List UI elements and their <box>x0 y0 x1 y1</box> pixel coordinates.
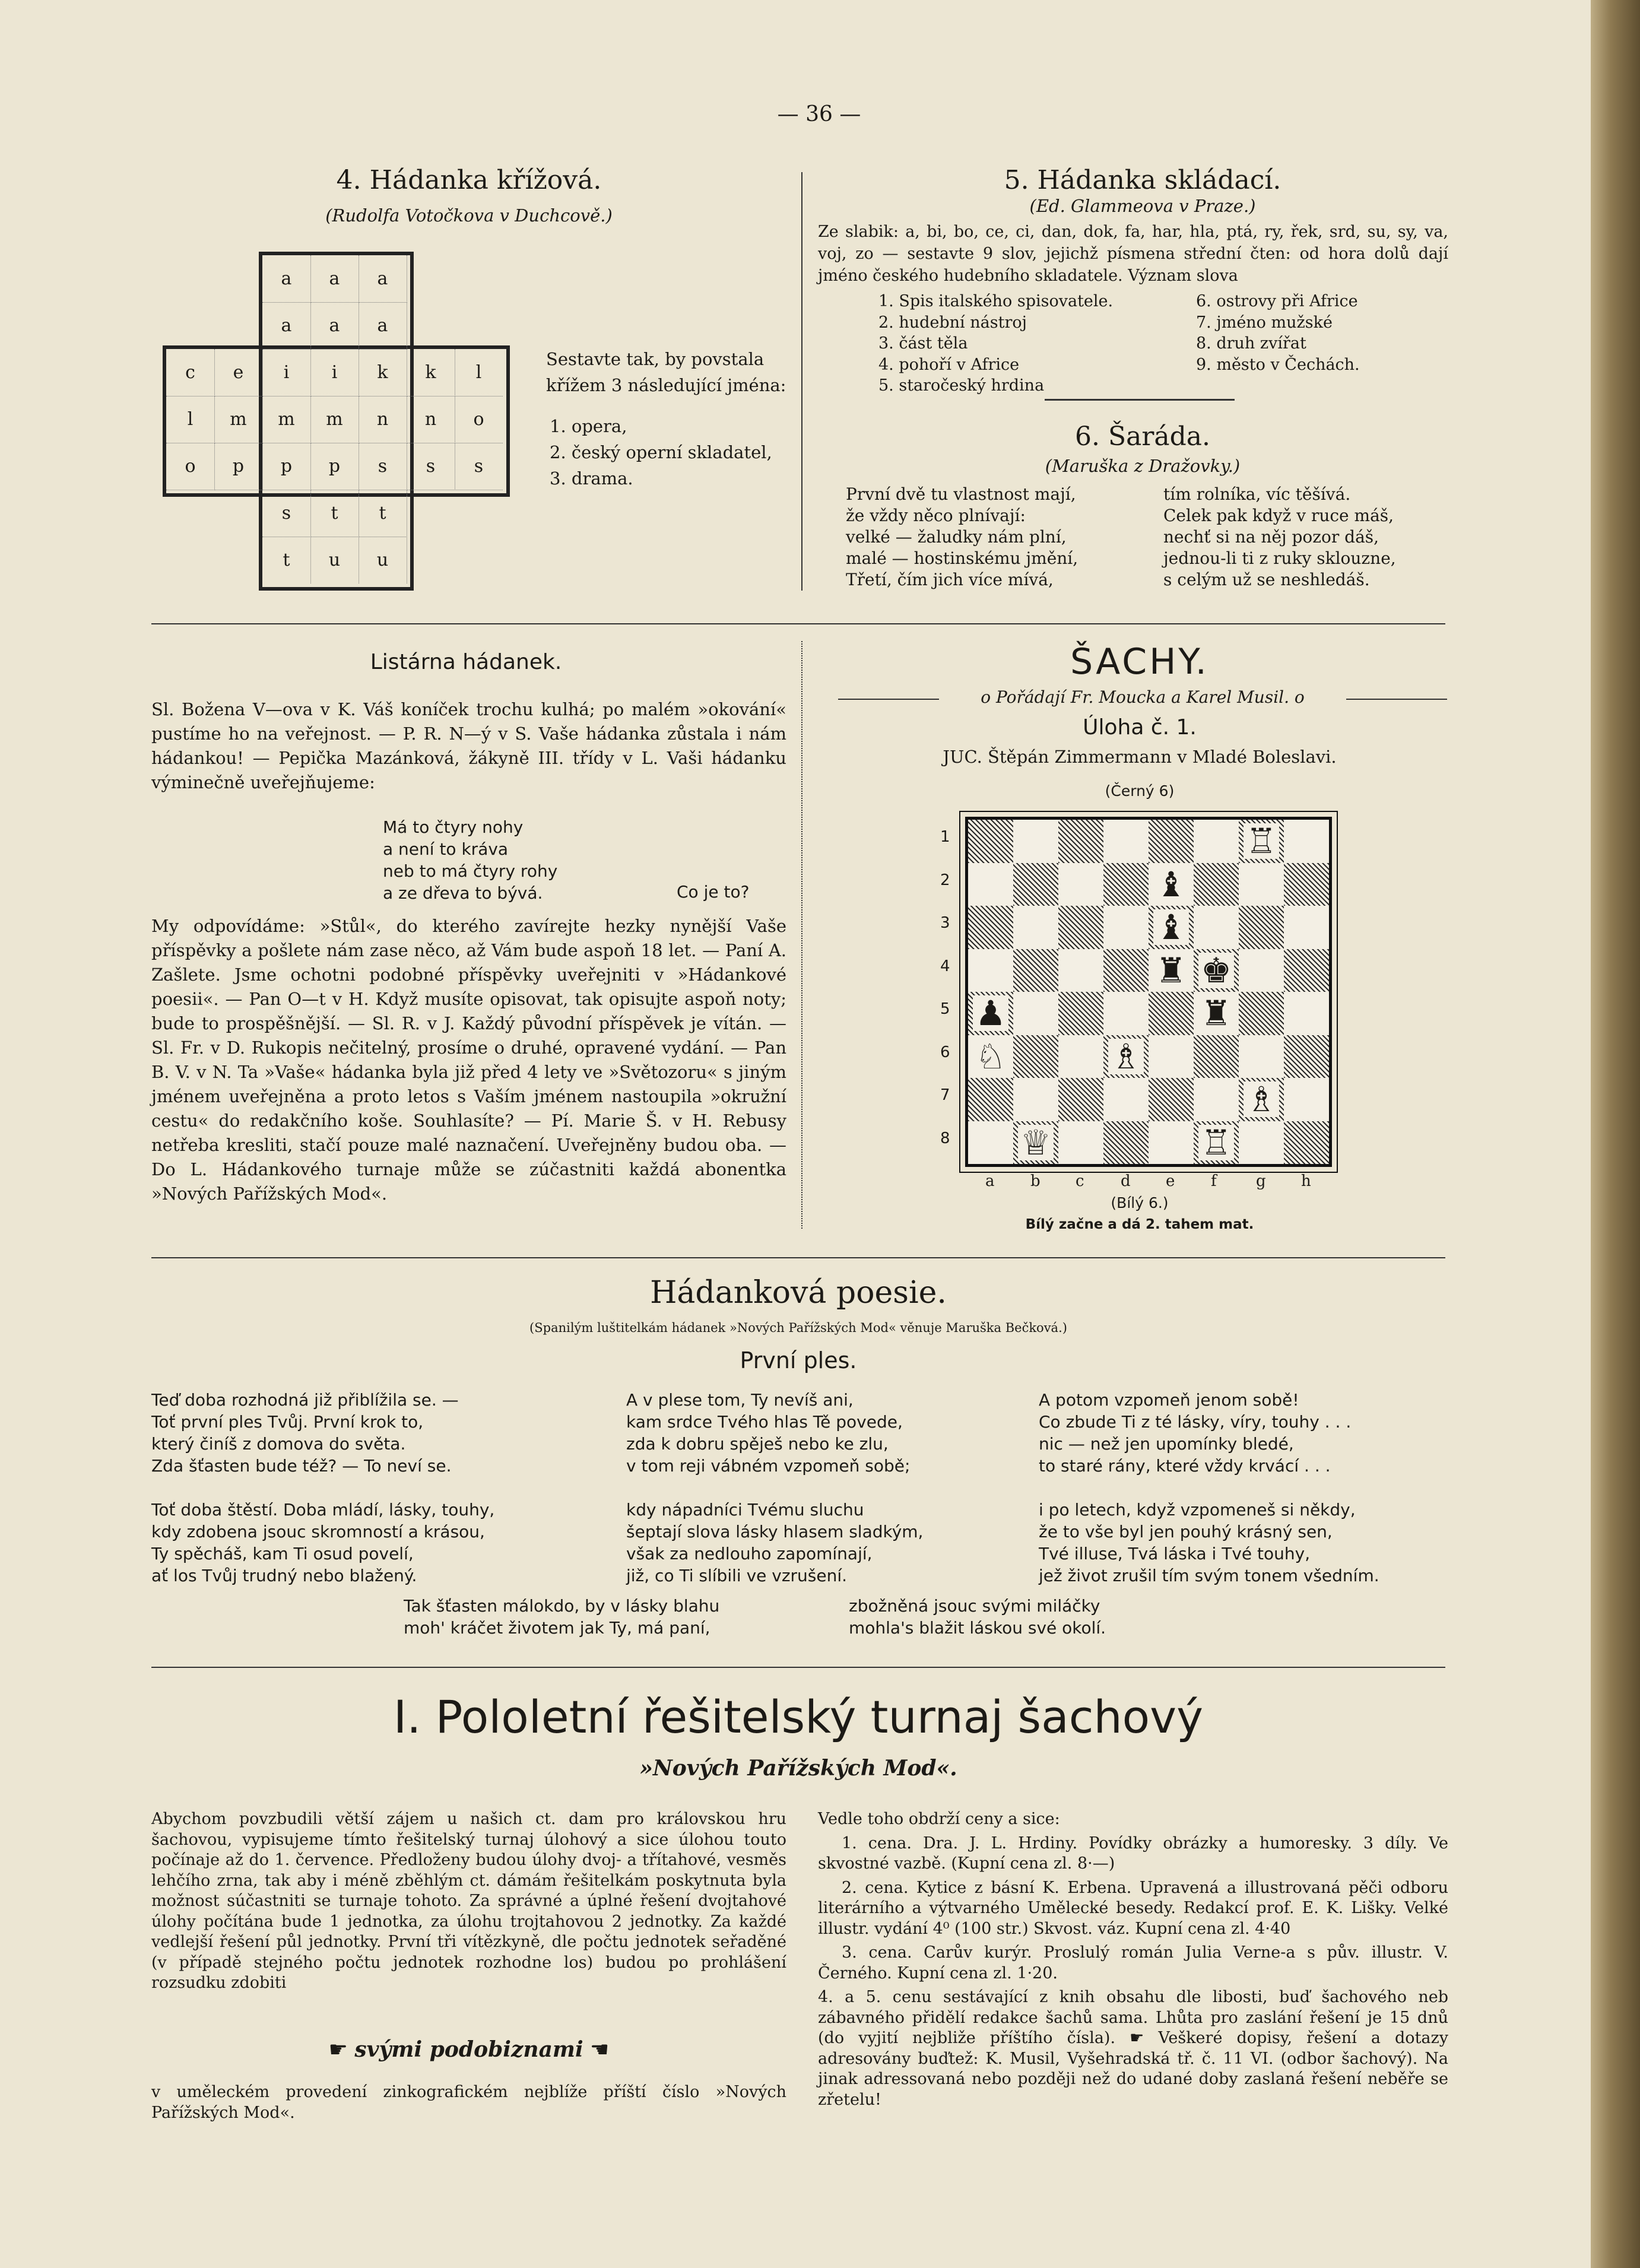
verse-line: Tak šťasten málokdo, by v lásky blahu <box>404 1596 720 1616</box>
board-square <box>1239 1035 1284 1079</box>
verse-line: A potom vzpomeň jenom sobě! <box>1039 1390 1299 1410</box>
verse-line: kdy zdobena jsouc skromností a krásou, <box>151 1522 485 1541</box>
cross-letter: t <box>359 490 407 537</box>
board-square <box>1194 820 1239 863</box>
cross-puzzle-author: (Rudolfa Votočkova v Duchcově.) <box>325 205 613 226</box>
cross-letter: u <box>359 537 407 583</box>
cross-letter: m <box>262 396 311 443</box>
mailbox-title: Listárna hádanek. <box>370 650 562 674</box>
board-square <box>1284 863 1329 906</box>
board-square <box>1149 1121 1194 1165</box>
verse-line: nic — než jen upomínky bledé, <box>1039 1434 1294 1454</box>
verse-line: zbožněná jsouc svými miláčky <box>849 1596 1100 1616</box>
verse-line: to staré rány, které vždy krvácí . . . <box>1039 1456 1331 1476</box>
rank-label: 1 <box>940 828 950 846</box>
board-square <box>1013 992 1058 1035</box>
cross-letter: u <box>310 537 359 583</box>
cross-letter: k <box>407 349 455 396</box>
verse-line: jednou-li ti z ruky sklouzne, <box>1163 548 1396 568</box>
verse-line: malé — hostinskému jmění, <box>846 548 1078 568</box>
list-item: 1. opera, <box>550 416 627 436</box>
board-square <box>1013 863 1058 906</box>
verse-line: a ze dřeva to bývá. <box>383 883 543 903</box>
board-square <box>1058 906 1103 949</box>
poem-column-2 <box>626 1389 923 1587</box>
prize-1: 1. cena. Dra. J. L. Hrdiny. Povídky obrázky a humoresky. 3 díly. Ve skvostné vazbě. (Kupní cena zl. 8·—) <box>818 1834 1448 1873</box>
verse-line: šeptají slova lásky hlasem sladkým, <box>626 1522 924 1541</box>
file-label: d <box>1121 1172 1131 1190</box>
board-square <box>1239 1121 1284 1165</box>
cross-letter: s <box>407 443 455 490</box>
verse-line: Teď doba rozhodná již přiblížila se. — <box>151 1390 459 1410</box>
mailbox-para1: Sl. Božena V—ova v K. Váš koníček trochu kulhá; po malém »okování« pustíme ho na veřejnost. — P. R. N—ý v S. Vaše hádanka zůstala i nám hádankou! — Pepička Mazánková, žákyně III. třídy v L. Vaši hádanku výminečně uveřejňujeme: <box>151 699 786 792</box>
file-label: h <box>1301 1172 1311 1190</box>
board-square <box>1058 1078 1103 1121</box>
poetry-dedication: (Spanilým luštitelkám hádanek »Nových Pařížských Mod« věnuje Maruška Bečková.) <box>529 1321 1067 1335</box>
tournament-left-end: v uměleckém provedení zinkografickém nejblíže příští číslo »Nových Pařížských Mod«. <box>151 2083 786 2122</box>
section-rule <box>151 1257 1445 1258</box>
board-square <box>1239 906 1284 949</box>
verse-line: i po letech, když vzpomeneš si někdy, <box>1039 1500 1356 1520</box>
verse-line: Celek pak když v ruce máš, <box>1163 506 1394 525</box>
verse-line: zda k dobru spěješ nebo ke zlu, <box>626 1434 889 1454</box>
cross-letter: o <box>455 396 503 443</box>
cross-letter: m <box>310 396 359 443</box>
black-pawn-piece: ♟ <box>968 992 1013 1035</box>
verse-line: Co zbude Ti z té lásky, víry, touhy . . . <box>1039 1412 1352 1432</box>
poem-final-right <box>849 1595 1106 1639</box>
cross-letter: t <box>262 537 311 583</box>
black-rook-piece: ♜ <box>1194 992 1239 1035</box>
list-item: 6. ostrovy při Africe <box>1196 292 1358 310</box>
board-square <box>1058 820 1103 863</box>
cross-letter: l <box>455 349 503 396</box>
verse-line: jež život zrušil tím svým tonem všedním. <box>1039 1566 1379 1585</box>
board-square <box>1149 1078 1194 1121</box>
prize-3: 3. cena. Carův kurýr. Proslulý román Julia Verne-a s pův. illustr. V. Černého. Kupní cena zl. 1·20. <box>818 1943 1448 1982</box>
verse-line: a není to kráva <box>383 839 509 859</box>
board-square <box>1239 863 1284 906</box>
chess-composer: JUC. Štěpán Zimmermann v Mladé Boleslavi. <box>943 747 1337 767</box>
tournament-left-text: Abychom povzbudili větší zájem u našich ct. dam pro královskou hru šachovou, vypisujeme tímto řešitelský turnaj úlohový a sice úlohou touto počínaje až do 1. července. Předloženy budou úlohy dvoj- a třítahové, vesměs lehčího zrna, tak aby i méně zběhlým ct. dámám řešitelkám poskytnuta byla možnost súčastniti se turnaje tohoto. Za správné a úplné řešení dvojtahové úlohy počítána bude 1 jednotka, za úlohu trojtahovou 2 jednotky. Za každé vedlejší řešení půl jednotky. První tři vítězkyně, dle počtu jednotek seřaděné (v případě stejného počtu jednotek rozhodne los) budou po prohlášení rozsudku zdobiti <box>151 1810 786 1992</box>
composition-list-left <box>878 291 1113 396</box>
rule <box>1346 699 1447 700</box>
composition-puzzle-author: (Ed. Glammeova v Praze.) <box>1029 196 1256 216</box>
cross-puzzle-instruction: Sestavte tak, by povstala křížem 3 následující jména: <box>546 349 786 395</box>
board-square <box>1149 1035 1194 1079</box>
stanza-gap <box>626 1477 923 1499</box>
file-label: a <box>985 1172 995 1190</box>
white-rook-piece: ♖ <box>1194 1121 1239 1165</box>
verse-line: mohla's blažit láskou své okolí. <box>849 1618 1106 1638</box>
board-square <box>968 1121 1013 1165</box>
board-square <box>1058 949 1103 992</box>
verse-line: A v plese tom, Ty nevíš ani, <box>626 1390 854 1410</box>
board-square <box>1058 992 1103 1035</box>
black-bishop-piece: ♝ <box>1149 863 1194 906</box>
rank-label: 6 <box>940 1043 950 1061</box>
cross-letter: a <box>310 255 359 303</box>
portraits-line <box>151 2037 786 2062</box>
poetry-subtitle: První ples. <box>740 1347 857 1374</box>
rank-label: 5 <box>940 1000 950 1018</box>
board-square <box>1103 1121 1149 1165</box>
cross-letter: e <box>214 349 263 396</box>
cross-letter: p <box>214 443 263 490</box>
verse-line: Ty spěcháš, kam Ti osud povelí, <box>151 1544 414 1563</box>
cross-letter: s <box>359 443 407 490</box>
cross-letter: a <box>262 255 311 303</box>
board-square <box>968 906 1013 949</box>
cross-letter: n <box>407 396 455 443</box>
board-square <box>1284 992 1329 1035</box>
verse-line: s celým už se neshledáš. <box>1163 570 1370 589</box>
board-square <box>1239 949 1284 992</box>
poem-final-left <box>404 1595 719 1639</box>
verse-line: že vždy něco plnívají: <box>846 506 1026 525</box>
board-square <box>1013 906 1058 949</box>
charade-right <box>1163 484 1396 591</box>
white-bishop-piece: ♗ <box>1239 1078 1284 1121</box>
chessboard <box>965 817 1332 1167</box>
cross-letter: k <box>359 349 407 396</box>
verse-line: neb to má čtyry rohy <box>383 861 558 881</box>
verse-line: Toť první ples Tvůj. První krok to, <box>151 1412 424 1432</box>
list-item: 9. město v Čechách. <box>1196 355 1360 374</box>
verse-line: moh' kráčet životem jak Ty, má paní, <box>404 1618 710 1638</box>
board-square <box>1284 949 1329 992</box>
board-square <box>1284 1035 1329 1079</box>
list-item: 2. český operní skladatel, <box>550 442 772 462</box>
poetry-title: Hádanková poesie. <box>650 1275 947 1311</box>
cross-letter: l <box>166 396 215 443</box>
tournament-subtitle: »Nových Pařížských Mod«. <box>639 1756 957 1781</box>
cross-letter: i <box>310 349 359 396</box>
board-square <box>1103 992 1149 1035</box>
list-item: 8. druh zvířat <box>1196 334 1306 353</box>
rank-label: 3 <box>940 914 950 932</box>
board-square <box>1239 992 1284 1035</box>
verse-line: tím rolníka, víc těšívá. <box>1163 484 1351 504</box>
board-square <box>1103 949 1149 992</box>
composition-list-right <box>1196 291 1360 375</box>
board-square <box>968 949 1013 992</box>
cross-letter: p <box>310 443 359 490</box>
verse-line: Toť doba štěstí. Doba mládí, lásky, touhy, <box>151 1500 495 1520</box>
list-item: 7. jméno mužské <box>1196 313 1333 332</box>
section-rule <box>1045 399 1235 401</box>
verse-line: Má to čtyry nohy <box>383 817 524 837</box>
verse-line: nechť si na něj pozor dáš, <box>1163 527 1379 547</box>
verse-line: v tom reji vábném vzpomeň sobě; <box>626 1456 911 1476</box>
column-divider <box>801 641 802 1229</box>
cross-letter: n <box>359 396 407 443</box>
composition-puzzle-text: Ze slabik: a, bi, bo, ce, ci, dan, dok, fa, har, hla, ptá, ry, řek, srd, su, sy, va, voj, zo — sestavte 9 slov, jejichž písmena střední čten: od hora dolů dají jméno českého hudebního skladatele. Význam slova <box>818 223 1448 285</box>
black-rook-piece: ♜ <box>1149 949 1194 992</box>
column-divider <box>801 172 802 591</box>
rank-label: 4 <box>940 957 950 975</box>
stanza-gap <box>151 1477 494 1499</box>
rank-label: 2 <box>940 871 950 889</box>
verse-line: Tvé illuse, Tvá láska i Tvé touhy, <box>1039 1544 1311 1563</box>
verse-line: Třetí, čím jich více mívá, <box>846 570 1054 589</box>
verse-line: již, co Ti slíbili ve vzrušení. <box>626 1566 848 1585</box>
verse-line: První dvě tu vlastnost mají, <box>846 484 1076 504</box>
poem-column-3 <box>1039 1389 1379 1587</box>
board-square <box>1194 863 1239 906</box>
board-square <box>1058 1121 1103 1165</box>
prize-4-5: 4. a 5. cenu sestávající z knih obsahu dle libosti, buď šachového neb zábavného přidělí redakce šachů sama. Lhůta pro zaslání řešení je 15 dnů (do vyjití nejbliže příštího čísla). ☛ Veškeré dopisy, řešení a dotazy adresovány buďtež: K. Musil, Vyšehradská tř. č. 11 VI. (odbor šachový). Na jinak adressovaná nebo později než do udané doby zaslaná řešení neběře se zřetelu! <box>818 1988 1448 2109</box>
composition-puzzle-title: 5. Hádanka skládací. <box>1004 165 1281 195</box>
board-square <box>1194 1035 1239 1079</box>
binding-spine <box>1591 0 1640 2268</box>
file-label: g <box>1256 1172 1266 1190</box>
charade-title: 6. Šaráda. <box>1075 421 1210 452</box>
verse-line: kdy nápadníci Tvému sluchu <box>626 1500 864 1520</box>
chess-editors: o Pořádají Fr. Moucka a Karel Musil. o <box>981 687 1305 707</box>
board-square <box>1013 1035 1058 1079</box>
pointing-hand-icon: ☛ <box>590 2038 610 2062</box>
poem-column-1 <box>151 1389 494 1587</box>
cross-letter: a <box>262 302 311 350</box>
page-number: — 36 — <box>777 102 861 126</box>
board-square <box>1194 1078 1239 1121</box>
mailbox-riddle <box>383 816 557 904</box>
list-item: 3. část těla <box>878 334 968 353</box>
black-bishop-piece: ♝ <box>1149 906 1194 949</box>
charade-left <box>846 484 1078 591</box>
black-king-piece: ♚ <box>1194 949 1239 992</box>
cross-letter: a <box>359 302 407 350</box>
cross-puzzle-list <box>550 413 772 491</box>
section-rule <box>151 1667 1445 1668</box>
section-rule <box>151 623 1445 624</box>
white-bishop-piece: ♗ <box>1103 1035 1149 1079</box>
cross-puzzle-title: 4. Hádanka křížová. <box>336 165 602 195</box>
verse-line: velké — žaludky nám plní, <box>846 527 1067 547</box>
verse-line: Zda šťasten bude též? — To neví se. <box>151 1456 452 1476</box>
board-square <box>1284 820 1329 863</box>
verse-line: že to vše byl jen pouhý krásný sen, <box>1039 1522 1333 1541</box>
list-item: 3. drama. <box>550 468 633 489</box>
verse-line: však za nedlouho zapomínají, <box>626 1544 873 1563</box>
board-square <box>968 863 1013 906</box>
cross-letter: i <box>262 349 311 396</box>
black-count: (Černý 6) <box>1105 782 1175 800</box>
stanza-gap <box>1039 1477 1379 1499</box>
white-rook-piece: ♖ <box>1239 820 1284 863</box>
board-square <box>1103 906 1149 949</box>
list-item: 4. pohoří v Africe <box>878 355 1020 374</box>
cross-letter: o <box>166 443 215 490</box>
rank-label: 7 <box>940 1086 950 1104</box>
white-knight-piece: ♘ <box>968 1035 1013 1079</box>
board-square <box>1058 1035 1103 1079</box>
list-item: 2. hudební nástroj <box>878 313 1027 332</box>
board-square <box>1058 863 1103 906</box>
cross-letter: t <box>310 490 359 537</box>
rank-label: 8 <box>940 1129 950 1147</box>
file-label: e <box>1166 1172 1175 1190</box>
board-square <box>968 820 1013 863</box>
board-square <box>1013 820 1058 863</box>
cross-letter: s <box>262 490 311 537</box>
file-label: c <box>1076 1172 1084 1190</box>
board-square <box>1284 1121 1329 1165</box>
riddle-question: Co je to? <box>677 882 750 902</box>
mailbox-para2: My odpovídáme: »Stůl«, do kterého zavírejte hezky nynější Vaše příspěvky a pošlete nám zase něco, až Vám bude aspoň 18 let. — Paní A. Zašlete. Jsme ochotni podobné příspěvky uveřejniti v »Hádankové poesii«. — Pan O—t v H. Když musíte opisovat, tak opisujte aspoň noty; bude to prospěšnější. — Sl. R. v J. Každý původní příspěvek je vítán. — Sl. Fr. v D. Rukopis nečitelný, prosíme o druhé, opravené vydání. — Pan B. V. v N. Ta »Vaše« hádanka byla již před 4 lety ve »Světozoru« s jiným jménem uveřejněna a proto letos s Vaším jménem nastoupila »okružní cestu« do redakčního koše. Souhlasíte? — Pí. Marie Š. v H. Rebusy netřeba kresliti, stačí pouze malé naznačení. Uveřejněny budou oba. — Do L. Hádankového turnaje může se zúčastniti každá abonentka »Nových Pařížských Mod«. <box>151 916 786 1204</box>
tournament-title: I. Pololetní řešitelský turnaj šachový <box>393 1690 1204 1743</box>
verse-line: který činíš z domova do světa. <box>151 1434 406 1454</box>
board-square <box>1149 820 1194 863</box>
board-square <box>1284 906 1329 949</box>
board-square <box>1194 906 1239 949</box>
cross-letter: s <box>455 443 503 490</box>
board-square <box>1284 1078 1329 1121</box>
chess-problem-title: Úloha č. 1. <box>1083 715 1197 740</box>
prize-2: 2. cena. Kytice z básní K. Erbena. Upravená a illustrovaná pěči odboru literárního a výtvarného Umělecké besedy. Redakcí prof. E. K. Lišky. Velké illustr. vydání 4⁰ (100 str.) Skvost. váz. Kupní cena zl. 4·40 <box>818 1878 1448 1938</box>
cross-letter: c <box>166 349 215 396</box>
board-square <box>1013 949 1058 992</box>
chess-task: Bílý začne a dá 2. tahem mat. <box>1025 1217 1254 1232</box>
white-queen-piece: ♕ <box>1013 1121 1058 1165</box>
chess-title: ŠACHY. <box>1070 641 1209 683</box>
board-square <box>968 1078 1013 1121</box>
rule <box>838 699 939 700</box>
verse-line: ať los Tvůj trudný nebo blažený. <box>151 1566 417 1585</box>
portraits-text: svými podobiznami <box>354 2037 583 2062</box>
board-square <box>1103 820 1149 863</box>
board-square <box>1013 1078 1058 1121</box>
file-label: b <box>1030 1172 1041 1190</box>
cross-letter: a <box>359 255 407 303</box>
charade-author: (Maruška z Dražovky.) <box>1045 456 1241 476</box>
verse-line: kam srdce Tvého hlas Tě povede, <box>626 1412 903 1432</box>
board-square <box>1103 1078 1149 1121</box>
file-label: f <box>1211 1172 1217 1190</box>
cross-letter: a <box>310 302 359 350</box>
list-item: 1. Spis italského spisovatele. <box>878 292 1114 310</box>
prizes-intro: Vedle toho obdrží ceny a sice: <box>818 1810 1060 1828</box>
pointing-hand-icon: ☛ <box>328 2038 348 2062</box>
prizes <box>818 1809 1448 2110</box>
cross-letter: p <box>262 443 311 490</box>
cross-letter: m <box>214 396 263 443</box>
board-square <box>1149 992 1194 1035</box>
list-item: 5. staročeský hrdina <box>878 376 1045 395</box>
white-count: (Bílý 6.) <box>1111 1194 1169 1211</box>
board-square <box>1103 863 1149 906</box>
